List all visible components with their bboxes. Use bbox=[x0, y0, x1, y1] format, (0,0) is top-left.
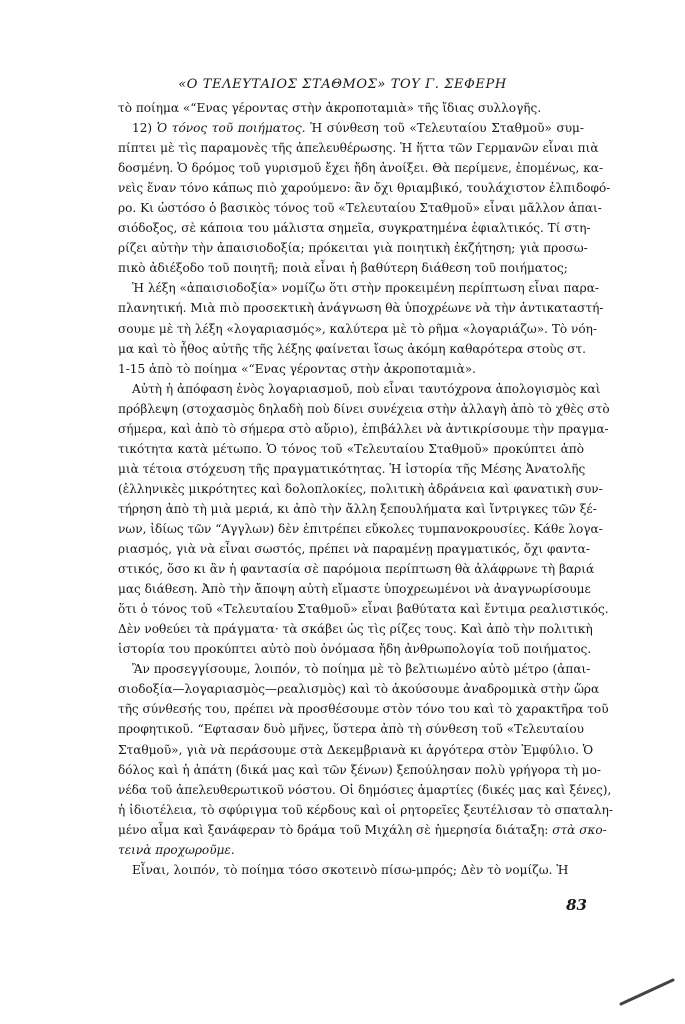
text-line: πρόβλεψη (στοχασμὸς δηλαδὴ ποὺ δίνει συνέχεια στὴν ἀλλαγὴ ἀπὸ τὸ χθὲς στὸ bbox=[118, 401, 610, 416]
text-line: πίπτει μὲ τὶς παραμονὲς τῆς ἀπελευθέρωσης. Ἡ ἥττα τῶν Γερμανῶν εἶναι πιὰ bbox=[118, 141, 599, 156]
text-line: Αὐτὴ ἡ ἀπόφαση ἑνὸς λογαριασμοῦ, ποὺ εἶναι ταυτόχρονα ἀπολογισμὸς καὶ bbox=[132, 381, 601, 396]
section-heading: Ὁ τόνος τοῦ ποιήματος. bbox=[156, 121, 306, 136]
text-line: σιοδοξία—λογαριασμὸς—ρεαλισμὸς) καὶ τὸ ἀκούσουμε ἀναδρομικὰ στὴν ὥρα bbox=[118, 682, 600, 697]
paragraph bbox=[118, 118, 611, 278]
text-line: στικός, ὅσο κι ἂν ἡ φαντασία σὲ παρόμοια περίπτωση θὰ ἀλάφρωνε τὴ βαριά bbox=[118, 562, 595, 577]
paragraph bbox=[118, 98, 584, 118]
text-line: τικότητα κατὰ μέτωπο. Ὁ τόνος τοῦ «Τελευταίου Σταθμοῦ» προκύπτει ἀπὸ bbox=[118, 441, 584, 456]
text-line: Εἶναι, λοιπόν, τὸ ποίημα τόσο σκοτεινὸ πίσω-μπρός; Δὲν τὸ νομίζω. Ἡ bbox=[132, 862, 569, 877]
text-line: τὸ ποίημα «“Ενας γέροντας στὴν ἀκροποταμιὰ» τῆς ἴδιας συλλογῆς. bbox=[118, 101, 542, 115]
paragraph bbox=[118, 659, 613, 859]
paragraph bbox=[118, 860, 584, 880]
text-line: νέδα τοῦ ἀπελευθερωτικοῦ νόστου. Οἱ δημόσιες ἁμαρτίες (δικές μας καὶ ξένες), bbox=[118, 782, 612, 797]
text-line: 1-15 ἀπὸ τὸ ποίημα «“Ενας γέροντας στὴν ἀκροποταμιὰ». bbox=[118, 361, 477, 376]
text-line: σιόδοξος, σὲ κάποια του μάλιστα σημεῖα, συγκρατημένα ἐφιαλτικός. Τί στη- bbox=[118, 221, 591, 236]
text-line: τῆς σύνθεσής του, πρέπει νὰ προσθέσουμε στὸν τόνο του καὶ τὸ χαρακτῆρα τοῦ bbox=[118, 702, 609, 717]
text-line: ὅτι ὁ τόνος τοῦ «Τελευταίου Σταθμοῦ» εἶναι βαθύτατα καὶ ἔντιμα ρεαλιστικός. bbox=[118, 602, 609, 617]
text-line: δόλος καὶ ἡ ἀπάτη (δικά μας καὶ τῶν ξένων) ξεπούλησαν πολὺ γρήγορα τὴ μο- bbox=[118, 762, 602, 777]
text-line: τήρηση ἀπὸ τὴ μιὰ μεριά, κι ἀπὸ τὴν ἄλλη ξεπουλήματα καὶ ἴντριγκες τῶν ξέ- bbox=[118, 501, 597, 516]
text-line: Ἂν προσεγγίσουμε, λοιπόν, τὸ ποίημα μὲ τὸ βελτιωμένο αὐτὸ μέτρο (ἀπαι- bbox=[132, 662, 591, 677]
page-number: 83 bbox=[566, 896, 587, 914]
text-line: πλανητική. Μιὰ πιὸ προσεκτικὴ ἀνάγνωση θὰ ὑποχρέωνε νὰ τὴν ἀντικαταστή- bbox=[118, 301, 604, 316]
text-line: Δὲν νοθεύει τὰ πράγματα· τὰ σκάβει ὡς τὶς ρίζες τους. Καὶ ἀπὸ τὴν πολιτικὴ bbox=[118, 622, 593, 637]
text-line bbox=[118, 820, 607, 840]
running-header: «Ο ΤΕΛΕΥΤΑΙΟΣ ΣΤΑΘΜΟΣ» ΤΟΥ Γ. ΣΕΦΕΡΗ bbox=[178, 77, 507, 92]
text-line: σήμερα, καὶ ἀπὸ τὸ σήμερα στὸ αὔριο), ἐπιβάλλει νὰ ἀντικρίσουμε τὴν πραγμα- bbox=[118, 421, 609, 436]
section-number: 12) bbox=[132, 121, 157, 136]
text-line: σουμε μὲ τὴ λέξη «λογαριασμός», καλύτερα μὲ τὸ ρῆμα «λογαριάζω». Τὸ νόη- bbox=[118, 321, 598, 336]
paragraph bbox=[118, 379, 610, 660]
text-line: δοσμένη. Ὁ δρόμος τοῦ γυρισμοῦ ἔχει ἤδη ἀνοίξει. Θὰ περίμενε, ἑπομένως, κα- bbox=[118, 161, 604, 176]
page-corner-mark bbox=[619, 976, 675, 1006]
text-line: νων, ἰδίως τῶν “Αγγλων) δὲν ἐπιτρέπει εὔκολες τυμπανοκρουσίες. Κάθε λογα- bbox=[118, 521, 603, 536]
text-line: Ἡ λέξη «ἀπαισιοδοξία» νομίζω ὅτι στὴν προκειμένη περίπτωση εἶναι παρα- bbox=[132, 281, 600, 296]
text-run: μένο αἷμα καὶ ξανάφεραν τὸ δράμα τοῦ Μιχάλη σὲ ἡμερησία διάταξη: bbox=[118, 822, 553, 837]
paragraph bbox=[118, 278, 604, 378]
text-line: ρο. Κι ὡστόσο ὁ βασικὸς τόνος τοῦ «Τελευταίου Σταθμοῦ» εἶναι μᾶλλον ἀπαι- bbox=[118, 201, 602, 216]
quoted-verse: στὰ σκο- bbox=[552, 822, 607, 837]
quoted-verse: τεινὰ προχωροῦμε. bbox=[118, 842, 235, 857]
text-line bbox=[118, 118, 584, 138]
text-line: μιὰ τέτοια στόχευση τῆς πραγματικότητας. Ἡ ἱστορία τῆς Μέσης Ἀνατολῆς bbox=[118, 461, 586, 476]
text-line: νεὶς ἕναν τόνο κάπως πιὸ χαρούμενο: ἂν ὄχι θριαμβικό, τουλάχιστον ἐλπιδοφό- bbox=[118, 181, 611, 196]
text-line: πικὸ ἀδιέξοδο τοῦ ποιητῆ; ποιὰ εἶναι ἡ βαθύτερη διάθεση τοῦ ποιήματος; bbox=[118, 261, 568, 276]
text-line: (ἑλληνικὲς μικρότητες καὶ δολοπλοκίες, πολιτικὴ ἀδράνεια καὶ φανατικὴ συν- bbox=[118, 481, 603, 496]
text-line: Σταθμοῦ», γιὰ νὰ περάσουμε στὰ Δεκεμβριανὰ κι ἀργότερα στὸν Ἐμφύλιο. Ὁ bbox=[118, 742, 594, 757]
text-line: ἱστορία του προκύπτει αὐτὸ ποὺ ὀνόμασα ἤδη ἀνθρωπολογία τοῦ ποιήματος. bbox=[118, 642, 592, 657]
text-run: Ἡ σύνθεση τοῦ «Τελευταίου Σταθμοῦ» συμ- bbox=[305, 121, 584, 136]
text-line: ρίζει αὐτὴν τὴν ἀπαισιοδοξία; πρόκειται γιὰ ποιητικὴ ἐκζήτηση; γιὰ προσω- bbox=[118, 241, 588, 256]
text-line: μας διάθεση. Ἀπὸ τὴν ἄποψη αὐτὴ εἴμαστε ὑποχρεωμένοι νὰ ἀναγνωρίσουμε bbox=[118, 582, 591, 597]
text-line: προφητικοῦ. “Εφτασαν δυὸ μῆνες, ὕστερα ἀπὸ τὴ σύνθεση τοῦ «Τελευταίου bbox=[118, 722, 584, 737]
body-text bbox=[118, 98, 613, 880]
text-line: μα καὶ τὸ ἦθος αὐτῆς τῆς λέξης φαίνεται ἴσως ἀκόμη καθαρότερα στοὺς στ. bbox=[118, 341, 587, 356]
text-line: ἡ ἰδιοτέλεια, τὸ σφύριγμα τοῦ κέρδους καὶ οἱ ρητορεῖες ξευτέλισαν τὸ σπαταλη- bbox=[118, 802, 613, 817]
text-line: ριασμός, γιὰ νὰ εἶναι σωστός, πρέπει νὰ παραμένῃ πραγματικός, ὄχι φαντα- bbox=[118, 542, 590, 557]
